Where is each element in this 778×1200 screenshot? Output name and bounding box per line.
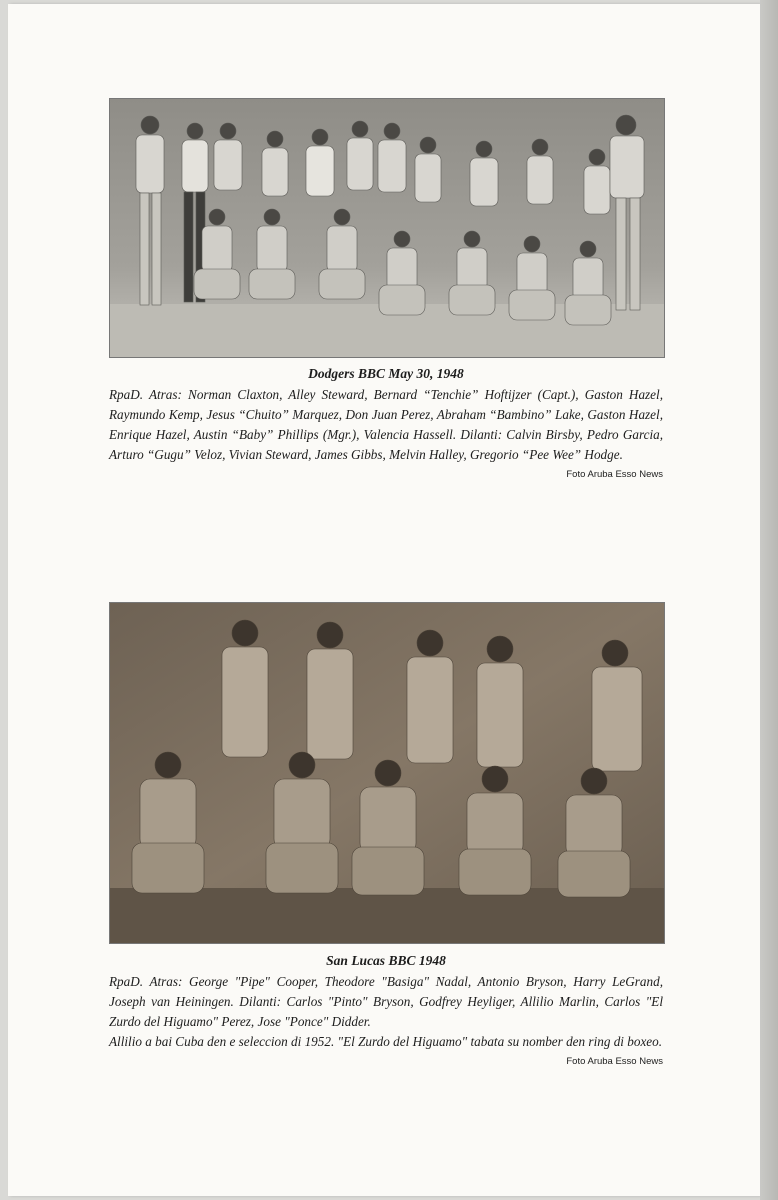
- book-spine-edge: [760, 0, 778, 1200]
- photo-title: San Lucas BBC 1948: [326, 953, 446, 968]
- photo-dodgers-team: [109, 98, 665, 358]
- photo-title: Dodgers BBC May 30, 1948: [308, 366, 464, 381]
- photo-credit: Foto Aruba Esso News: [566, 1056, 663, 1067]
- photo-caption: RpaD. Atras: Norman Claxton, Alley Steward, Bernard “Tenchie” Hoftijzer (Capt.), Gaston Hazel, Raymundo Kemp, Jesus “Chuito” Marquez, Don Juan Perez, Abraham “Bambino” Lake, Gaston Hazel, Enrique Hazel, Austin “Baby” Phillips (Mgr.), Valencia Hassell. Dilanti: Calvin Birsby, Pedro Garcia, Arturo “Gugu” Veloz, Vivian Steward, James Gibbs, Melvin Halley, Gregorio “Pee Wee” Hodge.: [109, 387, 663, 462]
- photo-caption-extra: Allilio a bai Cuba den e seleccion di 1952. "El Zurdo del Higuamo" tabata su nomber den ring di boxeo.: [109, 1034, 663, 1049]
- photo-caption: RpaD. Atras: George "Pipe" Cooper, Theodore "Basiga" Nadal, Antonio Bryson, Harry LeGrand, Joseph van Heiningen. Dilanti: Carlos "Pinto" Bryson, Godfrey Heyliger, Allilio Marlin, Carlos "El Zurdo del Higuamo" Perez, Jose "Ponce" Didder.: [109, 974, 663, 1029]
- photo-san-lucas-team: [109, 602, 665, 944]
- caption-dodgers: [109, 366, 663, 480]
- caption-san-lucas: [109, 953, 663, 1067]
- photo-credit: Foto Aruba Esso News: [566, 469, 663, 480]
